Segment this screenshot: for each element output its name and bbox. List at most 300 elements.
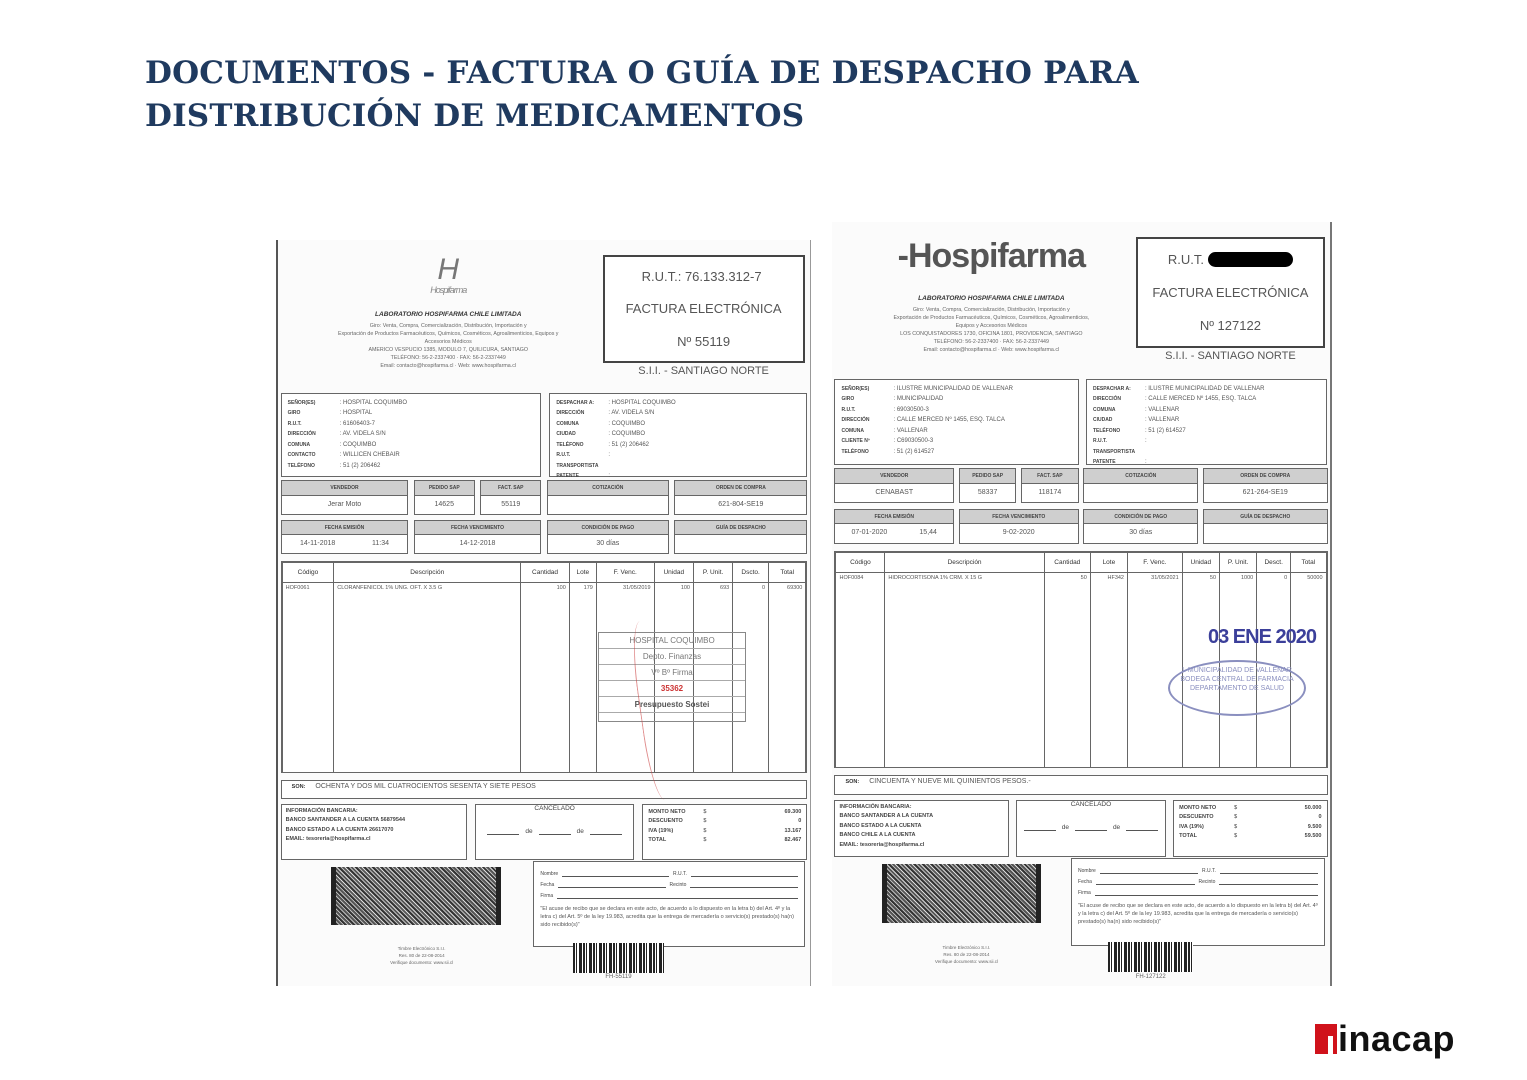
column-header: Código xyxy=(836,552,885,572)
field-label: CIUDAD xyxy=(1092,417,1113,424)
field-value: Jerar Moto xyxy=(327,500,362,508)
total-label: MONTO NETO xyxy=(648,808,686,815)
field-label: CLIENTE Nº xyxy=(841,438,870,445)
field-value-cell xyxy=(1022,484,1077,502)
party-row xyxy=(556,398,800,409)
stamp-title: HOSPITAL COQUIMBO xyxy=(599,633,745,649)
field-header: COTIZACIÓN xyxy=(548,481,668,496)
text-line: BANCO SANTANDER A LA CUENTA xyxy=(839,813,934,820)
field-value: 14-12-2018 xyxy=(459,540,496,548)
field-time: 11:34 xyxy=(371,540,389,548)
column-header: P. Unit. xyxy=(694,562,733,582)
party-row xyxy=(1093,457,1321,468)
field-value: : AV. VIDELA S/N xyxy=(339,431,386,438)
table-cell: 0 xyxy=(733,582,769,593)
field-label: DESPACHAR A: xyxy=(1092,385,1131,392)
column-header: Lote xyxy=(1090,552,1127,572)
total-row xyxy=(648,808,801,818)
fecha-label: Fecha xyxy=(1078,879,1092,886)
field-value-cell xyxy=(835,484,953,502)
field-condici-n-de-pago xyxy=(1083,509,1198,544)
party-row xyxy=(1093,405,1321,416)
field-label: R.U.T. TRANSPORTISTA xyxy=(1092,438,1136,455)
field-label: R.U.T. TRANSPORTISTA xyxy=(556,452,599,469)
party-row xyxy=(841,436,1071,447)
field-value: 30 días xyxy=(1129,529,1153,537)
field-value-cell xyxy=(1204,484,1327,502)
party-row xyxy=(841,415,1071,426)
field-label: DIRECCIÓN xyxy=(841,417,870,424)
field-header: VENDEDOR xyxy=(835,469,953,484)
party-row xyxy=(556,450,800,471)
field-label: GIRO xyxy=(287,410,301,417)
fecha-label: Fecha xyxy=(540,882,555,889)
h-logo-mark-icon: H xyxy=(437,252,460,286)
field-label: CONTACTO xyxy=(287,452,316,459)
field-value: CENABAST xyxy=(875,488,914,496)
shipping-box xyxy=(1086,379,1328,465)
field-value-cell xyxy=(675,496,806,514)
field-value: : MUNICIPALIDAD xyxy=(893,396,944,403)
field-value: : HOSPITAL COQUIMBO xyxy=(608,399,676,406)
currency-sign: $ xyxy=(1234,833,1238,840)
field-header: FECHA EMISIÓN xyxy=(835,510,953,525)
company-info xyxy=(299,311,597,370)
field-value: : 51 (2) 614527 xyxy=(893,448,935,455)
hospital-coquimbo-stamp xyxy=(598,632,746,722)
logo-text: Hospifarma xyxy=(430,284,467,295)
de-label: de xyxy=(1061,823,1069,831)
currency-sign: $ xyxy=(1234,823,1238,830)
party-row xyxy=(556,419,800,430)
company-info xyxy=(852,295,1131,354)
party-row xyxy=(288,461,535,472)
invoice-127122-scan xyxy=(832,222,1332,986)
legal-text: "El acuse de recibo que se declara en este acto, de acuerdo a lo dispuesto en la letra b) del Art. 4º y la letra c) del Art. 5º de la ley 19.983, acredita que la entrega de mercadería o servicio(s) prestado(s) ha(n) sido recibido(s)" xyxy=(540,906,794,929)
field-value: : WILLICEN CHEBAIR xyxy=(339,452,400,459)
field-value: : xyxy=(608,473,610,480)
field-value-cell xyxy=(960,484,1015,502)
party-row xyxy=(288,440,535,451)
field-value: : COQUIMBO xyxy=(608,431,645,438)
party-row xyxy=(288,450,535,461)
field-value-cell xyxy=(835,524,953,542)
total-value: 13.167 xyxy=(784,827,802,834)
field-label: TELÉFONO xyxy=(287,462,315,469)
field-header: ORDEN DE COMPRA xyxy=(675,481,806,496)
cancelado-box xyxy=(1016,800,1165,857)
receipt-signature-box xyxy=(533,861,804,947)
total-label: IVA (19%) xyxy=(648,827,674,834)
field-label: CIUDAD xyxy=(556,431,576,438)
field-label: COMUNA xyxy=(841,427,864,434)
text-line: INFORMACIÓN BANCARIA: xyxy=(839,803,912,810)
party-row xyxy=(288,408,535,419)
redaction-bar xyxy=(1208,252,1293,267)
text-line: Timbre Electrónico S.I.I. xyxy=(942,944,991,950)
field-header: GUÍA DE DESPACHO xyxy=(675,521,806,536)
field-value-cell xyxy=(548,535,668,553)
sii-office: S.I.I. - SANTIAGO NORTE xyxy=(638,365,769,378)
son-label: SON: xyxy=(845,779,860,786)
rut-box xyxy=(603,255,805,363)
total-row xyxy=(648,817,801,827)
stamp-footer: Presupuesto Sostei xyxy=(599,697,745,713)
party-row xyxy=(841,394,1071,405)
field-pedido-sap xyxy=(959,468,1016,503)
field-pedido-sap xyxy=(414,480,475,514)
column-header: F. Venc. xyxy=(1128,552,1183,572)
party-row xyxy=(1093,384,1321,395)
field-label: COMUNA xyxy=(287,441,311,448)
recinto-label: Recinto xyxy=(669,882,687,889)
bank-info xyxy=(281,804,467,860)
company-name: LABORATORIO HOSPIFARMA CHILE LIMITADA xyxy=(918,294,1065,302)
field-value: : 69030500-3 xyxy=(893,406,929,413)
party-row xyxy=(556,440,800,451)
received-date-stamp: 03 ENE 2020 xyxy=(1208,626,1316,648)
table-cell: 100 xyxy=(521,582,570,593)
field-header: PEDIDO SAP xyxy=(960,469,1015,484)
timbre-qr-code xyxy=(882,864,1041,924)
rut-label: R.U.T. xyxy=(1167,252,1204,268)
total-row xyxy=(1179,832,1321,842)
field-value: 30 días xyxy=(596,540,620,548)
column-header: Lote xyxy=(569,562,596,582)
total-value: 9.500 xyxy=(1307,823,1322,830)
currency-sign: $ xyxy=(703,808,707,815)
field-vendedor xyxy=(834,468,954,503)
text-line: Timbre Electrónico S.I.I. xyxy=(397,945,446,951)
text-line: Email: contacto@hospifarma.cl · Web: www.hospifarma.cl xyxy=(923,346,1060,353)
cancelado-box xyxy=(475,804,635,860)
field-value: 621-264-SE19 xyxy=(1242,488,1288,496)
party-row xyxy=(1093,436,1321,457)
company-lines xyxy=(299,322,597,370)
son-text: OCHENTA Y DOS MIL CUATROCIENTOS SESENTA Y SIETE PESOS xyxy=(315,783,536,791)
table-cell: 50 xyxy=(1044,572,1090,583)
de-label: de xyxy=(576,827,584,835)
field-label: DIRECCIÓN xyxy=(1092,396,1122,403)
field-value-cell xyxy=(481,496,540,514)
field-gu-a-de-despacho xyxy=(674,520,807,554)
de-label: de xyxy=(525,827,533,835)
total-row xyxy=(1179,823,1321,833)
text-line: Exportación de Productos Farmacéuticos, Químicos, Cosméticos, Agroalimenticios, xyxy=(893,314,1090,321)
field-value: 9-02-2020 xyxy=(1002,529,1035,537)
text-line: Verifique documento: www.sii.cl xyxy=(390,959,454,965)
party-row xyxy=(1093,415,1321,426)
text-line: BANCO SANTANDER A LA CUENTA 56879544 xyxy=(285,817,406,824)
table-cell: 50000 xyxy=(1291,572,1326,583)
total-row xyxy=(1179,813,1321,823)
field-value: : COQUIMBO xyxy=(339,441,377,448)
text-line: BANCO ESTADO A LA CUENTA 26617070 xyxy=(285,826,394,833)
son-label: SON: xyxy=(291,784,306,791)
total-label: TOTAL xyxy=(1179,833,1197,840)
total-row xyxy=(648,827,801,837)
table-cell: 693 xyxy=(694,582,733,593)
currency-sign: $ xyxy=(703,837,707,844)
barcode-label: FH-55119 xyxy=(605,974,632,981)
column-header: Unidad xyxy=(1182,552,1219,572)
table-cell: HF342 xyxy=(1090,572,1127,583)
field-header: FACT. SAP xyxy=(1022,469,1077,484)
field-label: PATENTE xyxy=(556,473,579,480)
field-value: 621-804-SE19 xyxy=(718,500,764,508)
field-time: 15,44 xyxy=(919,529,937,537)
text-line: Verifique documento: www.sii.cl xyxy=(934,958,998,964)
cancelado-label: CANCELADO xyxy=(1070,800,1112,808)
text-line: Res. 80 de 22-08-2014 xyxy=(943,951,990,957)
party-row xyxy=(288,429,535,440)
field-condici-n-de-pago xyxy=(547,520,669,554)
table-cell: 0 xyxy=(1257,572,1291,583)
text-line: Equipos y Accesorios Médicos xyxy=(955,322,1028,329)
hospifarma-logo xyxy=(321,252,576,307)
table-cell: 69300 xyxy=(769,582,806,593)
field-value: : xyxy=(1144,438,1147,445)
barcode-label: FH-127122 xyxy=(1135,973,1166,980)
field-header: COTIZACIÓN xyxy=(1084,469,1197,484)
field-value: : 51 (2) 614527 xyxy=(1144,427,1186,434)
total-value: 0 xyxy=(1318,814,1322,821)
barcode xyxy=(573,943,663,973)
party-row xyxy=(1093,426,1321,437)
currency-sign: $ xyxy=(1234,814,1238,821)
inacap-wordmark: inacap xyxy=(1338,1018,1456,1059)
party-row xyxy=(288,419,535,430)
field-label: TELÉFONO xyxy=(841,448,869,455)
inacap-mark-icon xyxy=(1315,1024,1337,1054)
field-label: R.U.T. xyxy=(841,406,856,413)
field-cotizaci-n xyxy=(547,480,669,514)
text-line: BANCO ESTADO A LA CUENTA xyxy=(839,822,922,829)
text-line: INFORMACIÓN BANCARIA: xyxy=(285,807,358,814)
timbre-qr-code xyxy=(331,867,501,925)
text-line: Accesorios Médicos xyxy=(424,338,472,345)
party-row xyxy=(1093,394,1321,405)
column-header: Descripción xyxy=(334,562,521,582)
party-row xyxy=(841,384,1071,395)
field-label: COMUNA xyxy=(556,420,579,427)
field-fact-sap xyxy=(480,480,541,514)
total-value: 0 xyxy=(798,818,802,825)
table-cell: 100 xyxy=(654,582,693,593)
barcode xyxy=(1108,942,1193,973)
field-value-cell xyxy=(1084,524,1197,542)
table-cell: 1000 xyxy=(1220,572,1257,583)
column-header: Total xyxy=(769,562,806,582)
column-header: Cantidad xyxy=(521,562,570,582)
text-line: LOS CONQUISTADORES 1730, OFICINA 1801, PROVIDENCIA, SANTIAGO xyxy=(900,330,1083,337)
sii-office: S.I.I. - SANTIAGO NORTE xyxy=(1165,350,1296,363)
total-row xyxy=(1179,804,1321,814)
field-label: DESPACHAR A: xyxy=(556,399,595,406)
shipping-box xyxy=(549,393,807,480)
total-value: 50.000 xyxy=(1304,804,1322,811)
nombre-label: Nombre xyxy=(1078,868,1096,875)
invoice-number: Nº 55119 xyxy=(677,333,731,349)
field-value: : ILUSTRE MUNICIPALIDAD DE VALLENAR xyxy=(1144,385,1265,392)
totals-box xyxy=(1173,800,1327,857)
field-value: : VALLENAR xyxy=(1144,417,1180,424)
field-gu-a-de-despacho xyxy=(1203,509,1328,544)
client-box xyxy=(834,379,1078,465)
field-value: : HOSPITAL COQUIMBO xyxy=(339,399,407,406)
field-value: : VALLENAR xyxy=(1144,406,1180,413)
field-label: SEÑOR(ES) xyxy=(841,385,870,392)
total-value: 59.500 xyxy=(1304,833,1322,840)
text-line: Email: contacto@hospifarma.cl · Web: www.hospifarma.cl xyxy=(380,362,517,369)
party-row xyxy=(556,429,800,440)
table-cell: HIDROCORTISONA 1% CRM. X 15 G xyxy=(885,572,1044,583)
rut-sign-label: R.U.T. xyxy=(672,871,687,878)
text-line: TELÉFONO: 56-2-2337400 · FAX: 56-2-2337449 xyxy=(390,354,506,361)
party-row xyxy=(841,405,1071,416)
text-line: Giro: Venta, Compra, Comercialización, Distribución, Importación y xyxy=(912,306,1070,313)
total-label: MONTO NETO xyxy=(1179,804,1217,811)
text-line: AMERICO VESPUCIO 1385, MODULO 7, QUILICURA, SANTIAGO xyxy=(368,346,528,353)
field-header: FECHA VENCIMIENTO xyxy=(415,521,541,536)
field-label: COMUNA xyxy=(1092,406,1116,413)
field-header: FECHA VENCIMIENTO xyxy=(960,510,1078,525)
text-line: EMAIL: tesoreria@hospifarma.cl xyxy=(839,841,925,848)
total-label: DESCUENTO xyxy=(1179,814,1214,821)
column-header: Total xyxy=(1291,552,1326,572)
bank-info xyxy=(834,800,1008,857)
company-lines xyxy=(852,306,1131,354)
firma-label: Firma xyxy=(1078,890,1091,897)
rut-label: R.U.T.: 76.133.312-7 xyxy=(641,269,762,285)
company-name: LABORATORIO HOSPIFARMA CHILE LIMITADA xyxy=(375,310,522,318)
table-cell: 31/05/2021 xyxy=(1128,572,1183,583)
oval-top: I. MUNICIPALIDAD DE VALLENAR xyxy=(1182,667,1292,674)
field-header: CONDICIÓN DE PAGO xyxy=(1084,510,1197,525)
field-label: DIRECCIÓN xyxy=(556,410,585,417)
field-value: : ILUSTRE MUNICIPALIDAD DE VALLENAR xyxy=(893,385,1013,392)
field-value: 55119 xyxy=(501,500,521,508)
field-value: : C69030500-3 xyxy=(893,438,934,445)
rut-sign-label: R.U.T. xyxy=(1201,868,1216,875)
field-fecha-vencimiento xyxy=(414,520,542,554)
column-header: Cantidad xyxy=(1044,552,1090,572)
column-header: Código xyxy=(282,562,334,582)
column-header: P. Unit. xyxy=(1220,552,1257,572)
field-orden-de-compra xyxy=(1203,468,1328,503)
invoice-55119-scan xyxy=(276,240,811,986)
field-value: : CALLE MERCED Nº 1455, ESQ. TALCA xyxy=(893,417,1005,424)
column-header: Dscto. xyxy=(733,562,769,582)
stamp-vb: Vº Bº Firma xyxy=(599,665,745,681)
field-value: : 51 (2) 206462 xyxy=(339,462,381,469)
bodega-farmacia-stamp xyxy=(1168,660,1306,716)
field-header: PEDIDO SAP xyxy=(415,481,474,496)
field-value: : xyxy=(608,452,610,459)
party-row xyxy=(556,408,800,419)
field-label: TELÉFONO xyxy=(1092,427,1121,434)
slide-title: DOCUMENTOS - FACTURA O GUÍA DE DESPACHO PARA DISTRIBUCIÓN DE MEDICAMENTOS xyxy=(145,55,1139,134)
amount-in-words xyxy=(281,780,808,799)
amount-in-words xyxy=(834,775,1327,795)
total-value: 69.300 xyxy=(784,808,802,815)
table-cell: HOF0061 xyxy=(282,582,334,593)
field-value: : 61606403-7 xyxy=(339,420,376,427)
table-cell: 50 xyxy=(1182,572,1219,583)
currency-sign: $ xyxy=(1234,804,1238,811)
field-label: GIRO xyxy=(841,396,855,403)
field-label: R.U.T. xyxy=(287,420,302,427)
field-label: SEÑOR(ES) xyxy=(287,399,316,406)
table-cell: 31/05/2019 xyxy=(596,582,654,593)
total-row xyxy=(648,836,801,846)
column-header: Descripción xyxy=(885,552,1044,572)
field-value: 118174 xyxy=(1038,488,1062,496)
legal-text: "El acuse de recibo que se declara en este acto, de acuerdo a lo dispuesto en la letra b) del Art. 4º y la letra c) del Art. 5º de la ley 19.983, acredita que la entrega de mercadería o servicio(s) prestado(s) ha(n) sido recibido(s)" xyxy=(1078,903,1318,926)
table-row xyxy=(836,572,1326,583)
nombre-label: Nombre xyxy=(540,871,559,878)
items-table xyxy=(834,551,1327,769)
field-header: FACT. SAP xyxy=(481,481,540,496)
field-value: : CALLE MERCED Nº 1455, ESQ. TALCA xyxy=(1144,396,1257,403)
field-cotizaci-n xyxy=(1083,468,1198,503)
field-value: : COQUIMBO xyxy=(608,420,645,427)
field-orden-de-compra xyxy=(674,480,807,514)
field-value-cell xyxy=(960,524,1078,542)
party-row xyxy=(841,447,1071,458)
table-cell: CLORANFENICOL 1% UNG. OFT. X 3.5 G xyxy=(334,582,521,593)
field-fecha-emisi-n xyxy=(834,509,954,544)
column-header: Unidad xyxy=(654,562,693,582)
field-fecha-vencimiento xyxy=(959,509,1079,544)
field-header: FECHA EMISIÓN xyxy=(282,521,408,536)
currency-sign: $ xyxy=(703,818,707,825)
text-line: Res. 80 de 22-08-2014 xyxy=(398,952,445,958)
table-row xyxy=(282,582,806,593)
field-value: : VALLENAR xyxy=(893,427,928,434)
total-label: TOTAL xyxy=(648,837,667,844)
field-value: 58337 xyxy=(977,488,998,496)
field-value: : xyxy=(1144,459,1147,466)
field-value: : HOSPITAL xyxy=(339,410,373,417)
party-row xyxy=(841,426,1071,437)
de-label: de xyxy=(1112,823,1121,831)
text-line: Giro: Venta, Compra, Comercialización, Distribución, Importación y xyxy=(369,322,527,329)
oval-middle: BODEGA CENTRAL DE FARMACIA xyxy=(1180,676,1294,683)
field-label: TELÉFONO xyxy=(556,441,584,448)
timbre-text xyxy=(363,945,480,966)
field-value-cell xyxy=(415,496,474,514)
field-value: 14625 xyxy=(434,500,454,508)
text-line: TELÉFONO: 56-2-2337400 · FAX: 56-2-2337449 xyxy=(933,338,1049,345)
oval-bottom: DEPARTAMENTO DE SALUD xyxy=(1189,685,1284,692)
field-header: GUÍA DE DESPACHO xyxy=(1204,510,1327,525)
field-header: ORDEN DE COMPRA xyxy=(1204,469,1327,484)
field-label: DIRECCIÓN xyxy=(287,431,316,438)
field-header: VENDEDOR xyxy=(282,481,408,496)
receipt-signature-box xyxy=(1071,858,1325,946)
party-row xyxy=(288,398,535,409)
stamp-code: 35362 xyxy=(599,681,745,697)
field-label: PATENTE xyxy=(1092,459,1116,466)
inacap-logo xyxy=(1315,1018,1456,1059)
firma-label: Firma xyxy=(540,893,554,900)
client-box xyxy=(281,393,542,477)
text-line: BANCO CHILE A LA CUENTA xyxy=(839,832,916,839)
rut-box xyxy=(1136,237,1325,348)
invoice-number: Nº 127122 xyxy=(1199,318,1261,334)
field-value-cell xyxy=(282,535,408,553)
